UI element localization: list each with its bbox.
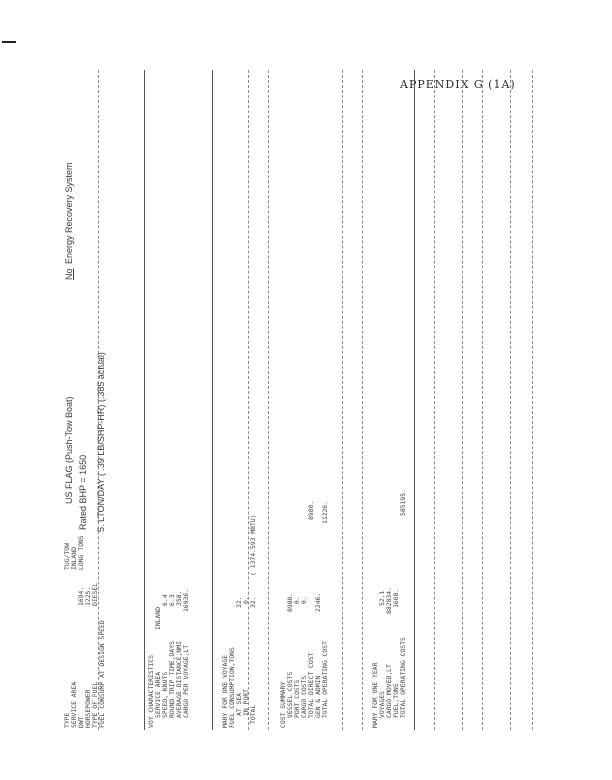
rated-bhp: Rated BHP = 1650 (78, 454, 88, 530)
table-rule (532, 70, 533, 730)
service-area-value: INLAND (70, 546, 78, 570)
table-rule (248, 70, 249, 730)
consumption-note: 5. LTON/DAY ( .39 LB/SHP-HR) (.385 actual) (96, 352, 106, 532)
rotated-printout (62, 70, 562, 730)
horsepower-value: 1225. (84, 586, 92, 606)
fuel-row-value: 0. (242, 596, 250, 604)
voyage-row-label: CARGO PER VOYAGE,LT (182, 644, 190, 718)
cost-row-value: 8980. (286, 592, 294, 612)
fuel-row-value: 32. (249, 596, 257, 608)
year-row-value: 52.1 (378, 590, 386, 606)
recovery-title: Energy Recovery System (64, 162, 74, 264)
type-value: TUG/TOW (63, 543, 71, 570)
fuel-heading: MARY FOR ONE VOYAGE (221, 654, 229, 728)
flag-title: US FLAG (Push-Tow Boat) (64, 396, 74, 504)
table-rule (268, 70, 269, 730)
voyage-row-value: 6.4 (161, 594, 169, 606)
cost-heading: COST SUMMARY (279, 681, 287, 728)
cost-row-value: 0. (300, 596, 308, 604)
fuel-row-label: IN PORT (242, 689, 250, 716)
margin-dash (2, 41, 16, 43)
cost-row-label: TOTAL DIRECT COST (307, 652, 315, 718)
service-area-label: SERVICE AREA (70, 681, 78, 728)
cost-row-label: VESSEL COSTS (286, 671, 294, 718)
cost-row-label: CARGO COSTS (300, 675, 308, 718)
year-row-value: 882834. (385, 587, 393, 614)
appendix-label: APPENDIX G (1A) (400, 78, 516, 91)
table-rule (144, 70, 145, 730)
table-rule (434, 70, 435, 730)
cost-row-label: TOTAL OPERATING COST (321, 641, 329, 718)
year-row-label: CARGO MOVED,LT (385, 664, 393, 718)
horsepower-label: HORSEPOWER (84, 689, 92, 728)
table-rule (362, 70, 363, 730)
dwt-label: DWT (77, 716, 85, 728)
voyage-row-label: ROUND TRIP TIME,DAYS (168, 641, 176, 718)
year-row-label: VOYAGES (378, 691, 386, 718)
cost-row-value: 8980. (307, 500, 315, 520)
year-row-value: 585195. (399, 489, 407, 516)
fuel-type-label: TYPE OF FUEL (91, 681, 99, 728)
fuel-subheading: FUEL CONSUMPTION,TONS (228, 647, 236, 728)
dwt-value: 1694. (77, 586, 85, 606)
dwt-unit: LONG TONS (77, 535, 85, 570)
year-row-label: FUEL,TONS (392, 683, 400, 718)
voyage-row-value: 358. (175, 590, 183, 606)
btu-note: ( 1374.593 MBTU) (249, 514, 257, 576)
cost-row-label: PORT COSTS (293, 679, 301, 718)
year-row-value: 1668. (392, 588, 400, 608)
cost-row-value: 0. (293, 596, 301, 604)
cost-row-label: GEN & ADMIN (314, 675, 322, 718)
year-row-label: TOTAL OPERATING COSTS (399, 637, 407, 718)
table-rule (212, 70, 213, 730)
voyage-row-value: INLAND (154, 606, 162, 630)
table-rule (342, 70, 343, 730)
year-heading: MARY FOR ONE YEAR (371, 662, 379, 728)
table-rule (414, 70, 415, 730)
voyage-row-label: AVERAGE DISTANCE,NMI (175, 641, 183, 718)
voyage-row-label: SPEED, KNOTS (161, 671, 169, 718)
fuel-row-label: TOTAL (249, 704, 257, 724)
table-rule (462, 70, 463, 730)
cost-row-value: 2246. (314, 592, 322, 612)
voyage-row-label: SERVICE AREA (154, 671, 162, 718)
table-rule (510, 70, 511, 730)
table-rule (482, 70, 483, 730)
fuel-type-value: DIESEL (91, 582, 99, 606)
type-label: TYPE (63, 712, 71, 728)
voyage-row-value: 6.3 (168, 594, 176, 606)
voyage-row-value: 16936. (182, 588, 190, 612)
no-word: No (64, 268, 74, 280)
fuel-row-label: AT SEA (235, 692, 243, 716)
cost-row-value: 11226. (321, 500, 329, 524)
fuel-consump-label: FUEL CONSUMP AT DESIGN SPEED (98, 620, 106, 728)
voyage-heading: VOY CHARACTERISTICS (147, 654, 155, 728)
fuel-row-value: 32. (235, 596, 243, 608)
